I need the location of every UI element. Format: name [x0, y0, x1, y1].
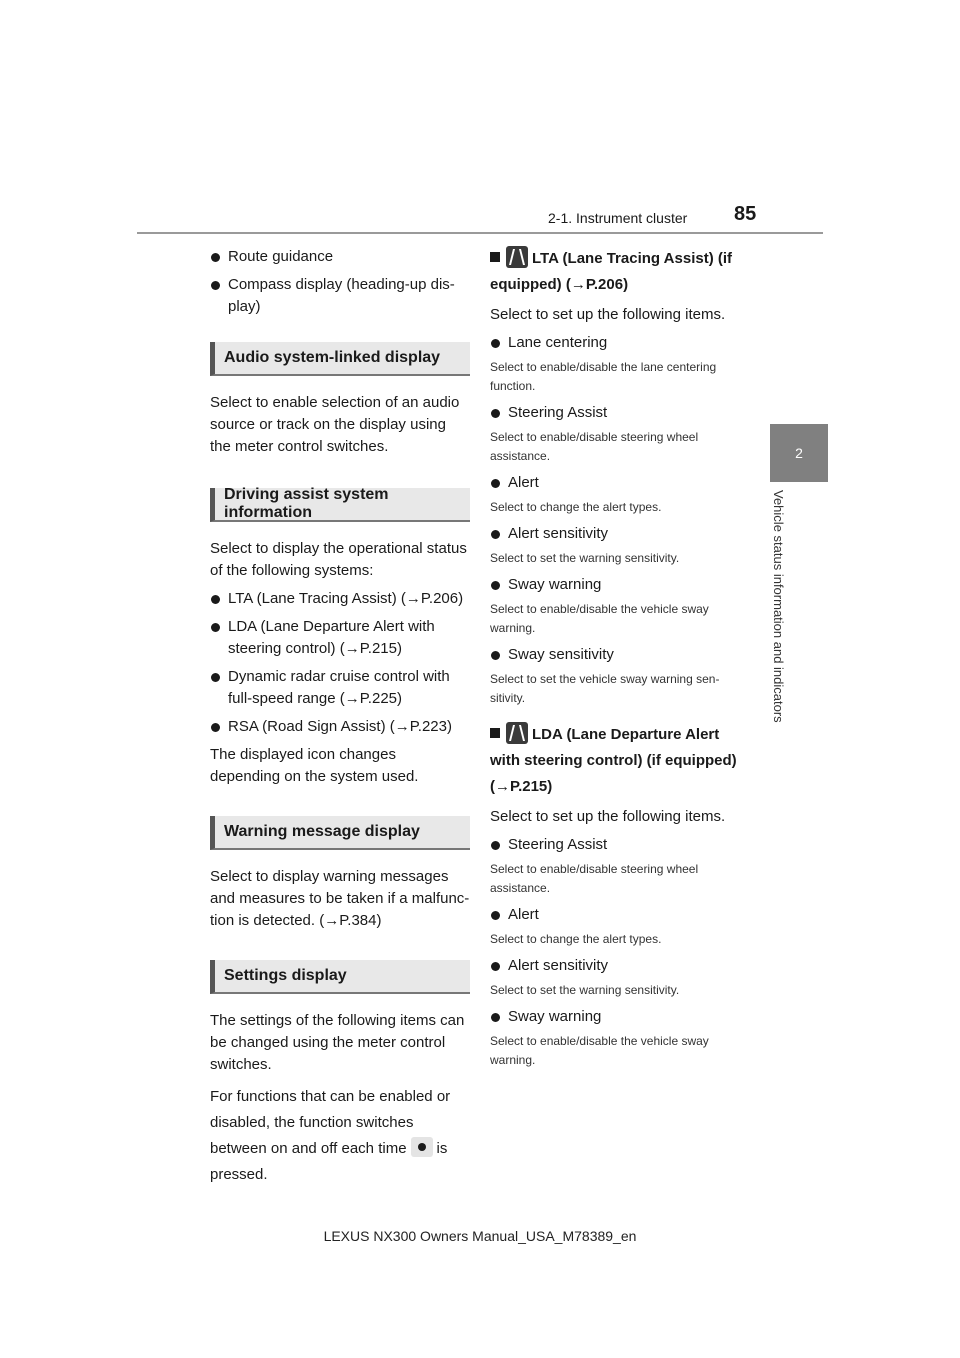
list-item: Sway warning: [490, 574, 752, 596]
driving-assist-intro: Select to display the operational status of the following systems:: [210, 540, 467, 579]
driving-assist-section-heading: Driving assist system information: [210, 488, 470, 522]
list-item-description: Select to enable/disable the vehicle sway warning.: [490, 1034, 709, 1067]
list-item: Sway sensitivity: [490, 644, 752, 666]
square-bullet-icon: [490, 252, 500, 262]
lda-intro: Select to set up the following items.: [490, 808, 726, 825]
list-item: Alert: [490, 904, 752, 926]
lta-heading: LTA (Lane Tracing Assist) (if equipped) (→P.206): [490, 246, 752, 298]
warning-section-body: Select to display warning messages and measures to be taken if a malfunc-tion is detected. (→P.384): [210, 868, 470, 929]
list-item-description: Select to set the warning sensitivity.: [490, 983, 680, 997]
list-item: RSA (Road Sign Assist) (→P.223): [210, 716, 470, 738]
list-item-description: Select to change the alert types.: [490, 500, 662, 514]
list-item: Alert sensitivity: [490, 523, 752, 545]
footer-text: LEXUS NX300 Owners Manual_USA_M78389_en: [323, 1228, 637, 1244]
chapter-number: 2: [795, 445, 803, 461]
list-item: LDA (Lane Departure Alert with steering control) (→P.215): [210, 616, 470, 660]
list-item-description: Select to enable/disable the lane centering function.: [490, 360, 717, 393]
list-item: Alert sensitivity: [490, 955, 752, 977]
list-item: Steering Assist: [490, 402, 752, 424]
chapter-tab: [770, 424, 828, 482]
settings-toggle-note: For functions that can be enabled or disabled, the function switches between on and off each time is pressed.: [210, 1088, 451, 1183]
list-item: Dynamic radar cruise control with full-speed range (→P.225): [210, 666, 470, 710]
list-item: LTA (Lane Tracing Assist) (→P.206): [210, 588, 470, 610]
lta-intro: Select to set up the following items.: [490, 306, 726, 323]
header-divider: [137, 232, 823, 234]
lane-departure-alert-icon: [506, 722, 528, 744]
list-item: Steering Assist: [490, 834, 752, 856]
list-item: Alert: [490, 472, 752, 494]
chapter-title: Vehicle status information and indicators: [771, 490, 786, 723]
list-item-description: Select to set the warning sensitivity.: [490, 551, 680, 565]
list-item: Route guidance: [210, 246, 470, 268]
lda-heading: LDA (Lane Departure Alert with steering control) (if equipped) (→P.215): [490, 722, 752, 800]
list-item-description: Select to enable/disable the vehicle sway warning.: [490, 602, 709, 635]
audio-section-body: Select to enable selection of an audio source or track on the display using the meter control switches.: [210, 394, 460, 455]
chapter-side-title: [764, 490, 794, 760]
right-column: [490, 240, 752, 1070]
left-column: [210, 240, 470, 1188]
lane-tracing-assist-icon: [506, 246, 528, 268]
square-bullet-icon: [490, 728, 500, 738]
list-item: Compass display (heading-up dis-play): [210, 274, 470, 318]
list-item-description: Select to set the vehicle sway warning sen-sitivity.: [490, 672, 720, 705]
settings-section-heading: Settings display: [210, 960, 470, 994]
audio-section-heading: Audio system-linked display: [210, 342, 470, 376]
driving-assist-note: The displayed icon changes depending on the system used.: [210, 746, 419, 785]
settings-section-body: The settings of the following items can be changed using the meter control switches.: [210, 1012, 465, 1073]
section-title: 2-1. Instrument cluster: [548, 210, 688, 226]
list-item: Lane centering: [490, 332, 752, 354]
meter-switch-button-icon: [411, 1137, 433, 1157]
list-item-description: Select to change the alert types.: [490, 932, 662, 946]
list-item: Sway warning: [490, 1006, 752, 1028]
list-item-description: Select to enable/disable steering wheel assistance.: [490, 862, 699, 895]
list-item-description: Select to enable/disable steering wheel assistance.: [490, 430, 699, 463]
warning-section-heading: Warning message display: [210, 816, 470, 850]
page-number: 85: [734, 203, 757, 225]
